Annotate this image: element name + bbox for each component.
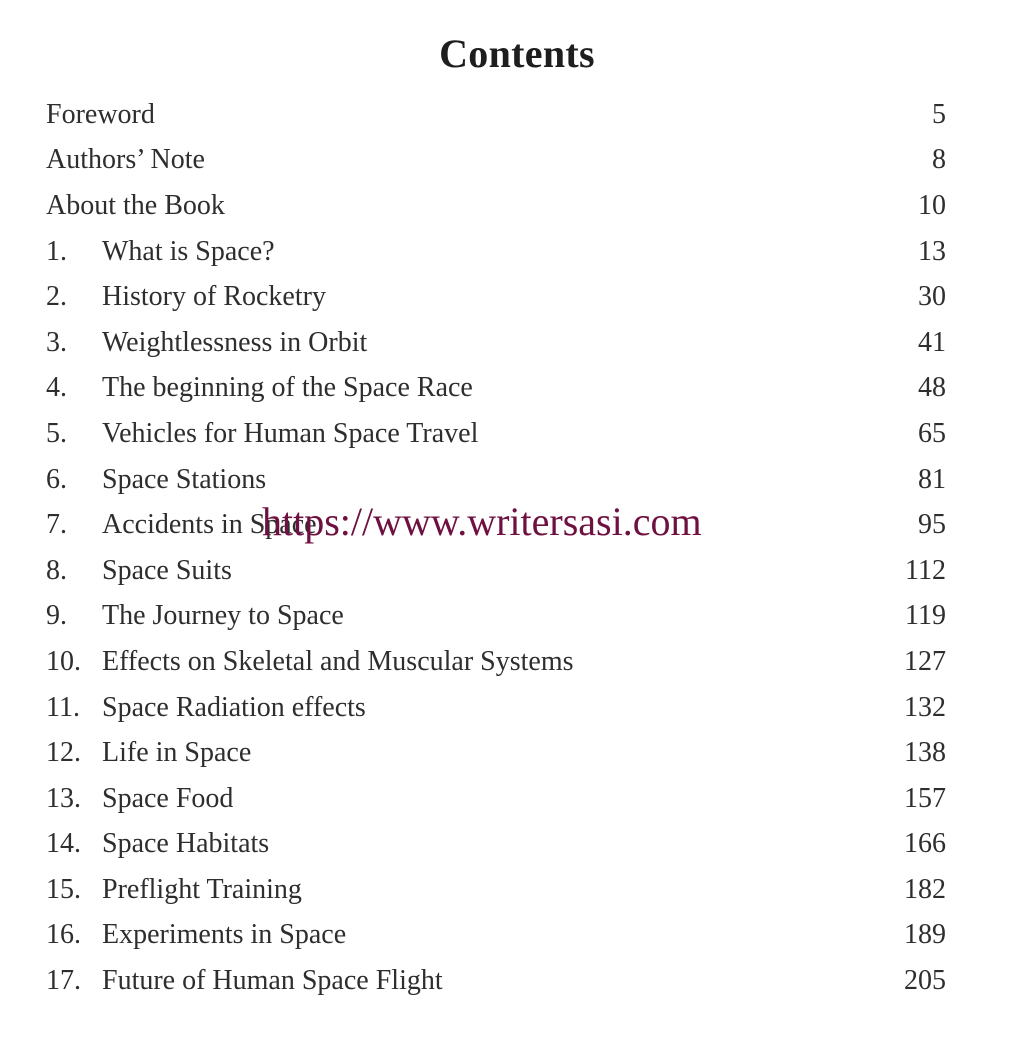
toc-entry-title: The Journey to Space	[102, 600, 344, 632]
toc-entry-page: 48	[918, 372, 946, 404]
toc-entry	[46, 913, 946, 959]
toc-entry	[46, 639, 946, 685]
toc-entry-number: 5.	[46, 417, 67, 449]
toc-entry-number: 8.	[46, 554, 67, 586]
toc-entry	[46, 138, 946, 184]
toc-entry-page: 30	[918, 281, 946, 313]
toc-entry-title: Foreword	[46, 98, 155, 130]
toc-entry-page: 95	[918, 509, 946, 541]
toc-entry-number: 15.	[46, 873, 81, 905]
toc-entry-title: Authors’ Note	[46, 144, 205, 176]
toc-entry-page: 65	[918, 417, 946, 449]
toc-entry-number: 10.	[46, 645, 81, 677]
toc-entry	[46, 274, 946, 320]
toc-entry-page: 81	[918, 463, 946, 495]
toc-entry-page: 132	[904, 691, 946, 723]
toc-entry-number: 2.	[46, 281, 67, 313]
toc-entry	[46, 320, 946, 366]
toc-entry-number: 9.	[46, 600, 67, 632]
toc-entry-number: 3.	[46, 326, 67, 358]
toc-entry-title: Preflight Training	[102, 873, 302, 905]
toc-entry-page: 157	[904, 782, 946, 814]
toc-entry-title: Experiments in Space	[102, 919, 347, 951]
toc-entry-page: 10	[918, 189, 946, 221]
toc-entry-title: Space Radiation effects	[102, 691, 366, 723]
toc-entry-page: 13	[918, 235, 946, 267]
toc-entry	[46, 958, 946, 1004]
toc-entry-title: Space Stations	[102, 463, 267, 495]
toc-entry	[46, 730, 946, 776]
toc-entry-title: Accidents in Space	[102, 509, 317, 541]
toc-entry-number: 17.	[46, 965, 81, 997]
toc-entry-title: Future of Human Space Flight	[102, 965, 443, 997]
toc-entry	[46, 685, 946, 731]
toc-entry-page: 5	[932, 98, 946, 130]
toc-entry-number: 7.	[46, 509, 67, 541]
toc-entry-number: 4.	[46, 372, 67, 404]
toc-entry	[46, 548, 946, 594]
toc-entry	[46, 867, 946, 913]
toc-entry-page: 166	[904, 828, 946, 860]
toc-entry-page: 8	[932, 144, 946, 176]
toc-entry-number: 11.	[46, 691, 80, 723]
toc-entry	[46, 822, 946, 868]
toc-entry	[46, 776, 946, 822]
toc-entry-page: 205	[904, 965, 946, 997]
toc-entry-page: 41	[918, 326, 946, 358]
toc-entry-page: 119	[905, 600, 946, 632]
toc-entry	[46, 92, 946, 138]
toc-entry	[46, 457, 946, 503]
toc-entry-number: 13.	[46, 782, 81, 814]
toc-entry	[46, 229, 946, 275]
toc-entry-title: Space Food	[102, 782, 234, 814]
toc-entry-title: About the Book	[46, 189, 225, 221]
toc-entry-page: 138	[904, 737, 946, 769]
toc-entry-title: Effects on Skeletal and Muscular Systems	[102, 645, 574, 677]
toc-entry-page: 112	[905, 554, 946, 586]
page-title: Contents	[439, 31, 595, 76]
toc-entry-number: 16.	[46, 919, 81, 951]
toc-entry-title: Life in Space	[102, 737, 252, 769]
toc-entry	[46, 183, 946, 229]
toc-entry-title: The beginning of the Space Race	[102, 372, 473, 404]
table-of-contents	[46, 92, 946, 1004]
toc-entry-page: 182	[904, 873, 946, 905]
toc-entry	[46, 411, 946, 457]
toc-entry-number: 1.	[46, 235, 67, 267]
toc-entry-title: Space Suits	[102, 554, 232, 586]
toc-entry	[46, 594, 946, 640]
toc-entry-number: 6.	[46, 463, 67, 495]
toc-entry-title: Vehicles for Human Space Travel	[102, 417, 479, 449]
toc-entry-page: 127	[904, 645, 946, 677]
toc-entry-page: 189	[904, 919, 946, 951]
toc-entry	[46, 366, 946, 412]
toc-entry-title: Space Habitats	[102, 828, 270, 860]
toc-entry-number: 12.	[46, 737, 81, 769]
toc-entry-title: History of Rocketry	[102, 281, 326, 313]
toc-entry-title: What is Space?	[102, 235, 275, 267]
toc-entry-title: Weightlessness in Orbit	[102, 326, 368, 358]
toc-entry-number: 14.	[46, 828, 81, 860]
watermark-url: https://www.writersasi.com	[262, 499, 702, 544]
